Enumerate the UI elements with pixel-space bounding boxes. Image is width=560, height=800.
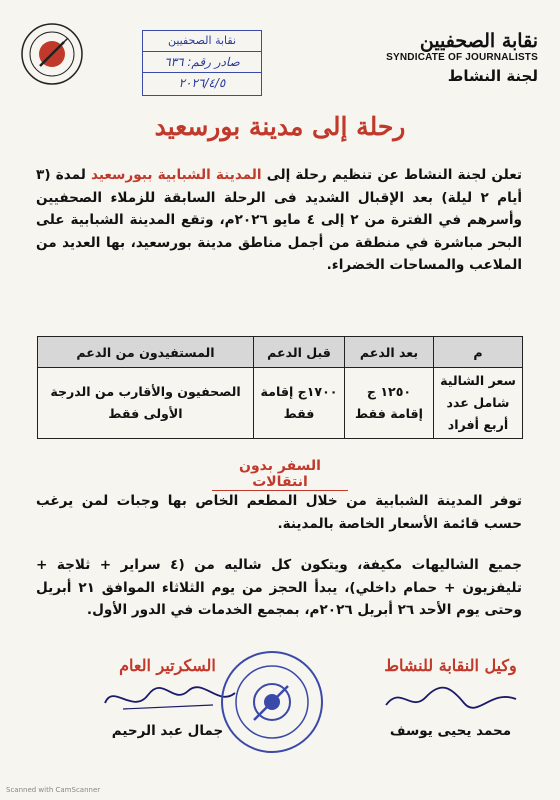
table-header-row	[38, 337, 523, 368]
signature-name: جمال عبد الرحيم	[111, 723, 224, 739]
table-header-cell: بعد الدعم	[345, 337, 434, 368]
stamp-line-3: ٢٠٢٦/٤/٥	[178, 76, 226, 90]
intro-highlight: المدينة الشبابية ببورسعيد	[90, 167, 262, 183]
handwritten-signature-icon	[376, 675, 526, 719]
official-seal-icon	[218, 648, 326, 756]
syndicate-logo-icon	[20, 22, 84, 86]
price-table	[37, 336, 523, 439]
table-header-cell: قبل الدعم	[254, 337, 345, 368]
stamp-line-2: صادر رقم: ٦٣٦	[143, 52, 261, 73]
org-header	[373, 30, 538, 85]
document-title: رحلة إلى مدينة بورسعيد	[154, 112, 406, 141]
table-cell: سعر الشالية شامل عدد أربع أفراد	[434, 368, 523, 439]
table-header-cell: المستفيدون من الدعم	[38, 337, 254, 368]
signature-title: السكرتير العام	[119, 656, 216, 675]
scanner-watermark: Scanned with CamScanner	[6, 786, 101, 794]
outgoing-stamp	[142, 30, 262, 96]
intro-text-1: تعلن لجنة النشاط عن تنظيم رحلة إلى	[261, 167, 522, 183]
department-name: لجنة النشاط	[447, 67, 538, 85]
meals-paragraph: توفر المدينة الشبابية من خلال المطعم الخاص بها وجبات لمن يرغب حسب قائمة الأسعار الخاصة بالمدينة.	[36, 493, 522, 532]
signature-title: وكيل النقابة للنشاط	[384, 656, 517, 675]
table-cell: ١٢٥٠ ج إقامة فقط	[345, 368, 434, 439]
table-row	[38, 368, 523, 439]
table-cell: الصحفيون والأقارب من الدرجة الأولى فقط	[38, 368, 254, 439]
org-name-english: SYNDICATE OF JOURNALISTS	[386, 52, 538, 63]
table-cell: ١٧٠٠ج إقامة فقط	[254, 368, 345, 439]
chalets-paragraph: جميع الشاليهات مكيفة، ويتكون كل شاليه من (٤ سراير + ثلاجة + تليفزيون + حمام داخلي)، يبدأ الحجز من يوم الثلاثاء الموافق ٢١ أبريل وحتى يوم الأحد ٢٦ أبريل ٢٠٢٦م، بمجمع الخدمات في الدور الأول.	[36, 557, 522, 618]
signature-name: محمد يحيى يوسف	[389, 723, 512, 739]
intro-paragraph	[36, 164, 522, 277]
org-name-arabic: نقابة الصحفيين	[419, 30, 538, 52]
stamp-line-1: نقابة الصحفيين	[143, 31, 261, 52]
intro-text-2: لمدة (٣ أيام ٢ ليلة) بعد الإقبال الشديد فى الرحلة السابقة للزملاء الصحفيين وأسرهم في الفترة من ٢ إلى ٤ مايو ٢٠٢٦م، وتقع المدينة الشبابية على البحر مباشرة في منطقة من أجمل مناطق مدينة بورسعيد، بها العديد من الملاعب والمساحات الخضراء.	[36, 167, 522, 273]
table-header-cell: م	[434, 337, 523, 368]
section-subheading: السفر بدون انتقالات	[212, 458, 348, 491]
signature-block-activity-deputy	[363, 656, 538, 739]
